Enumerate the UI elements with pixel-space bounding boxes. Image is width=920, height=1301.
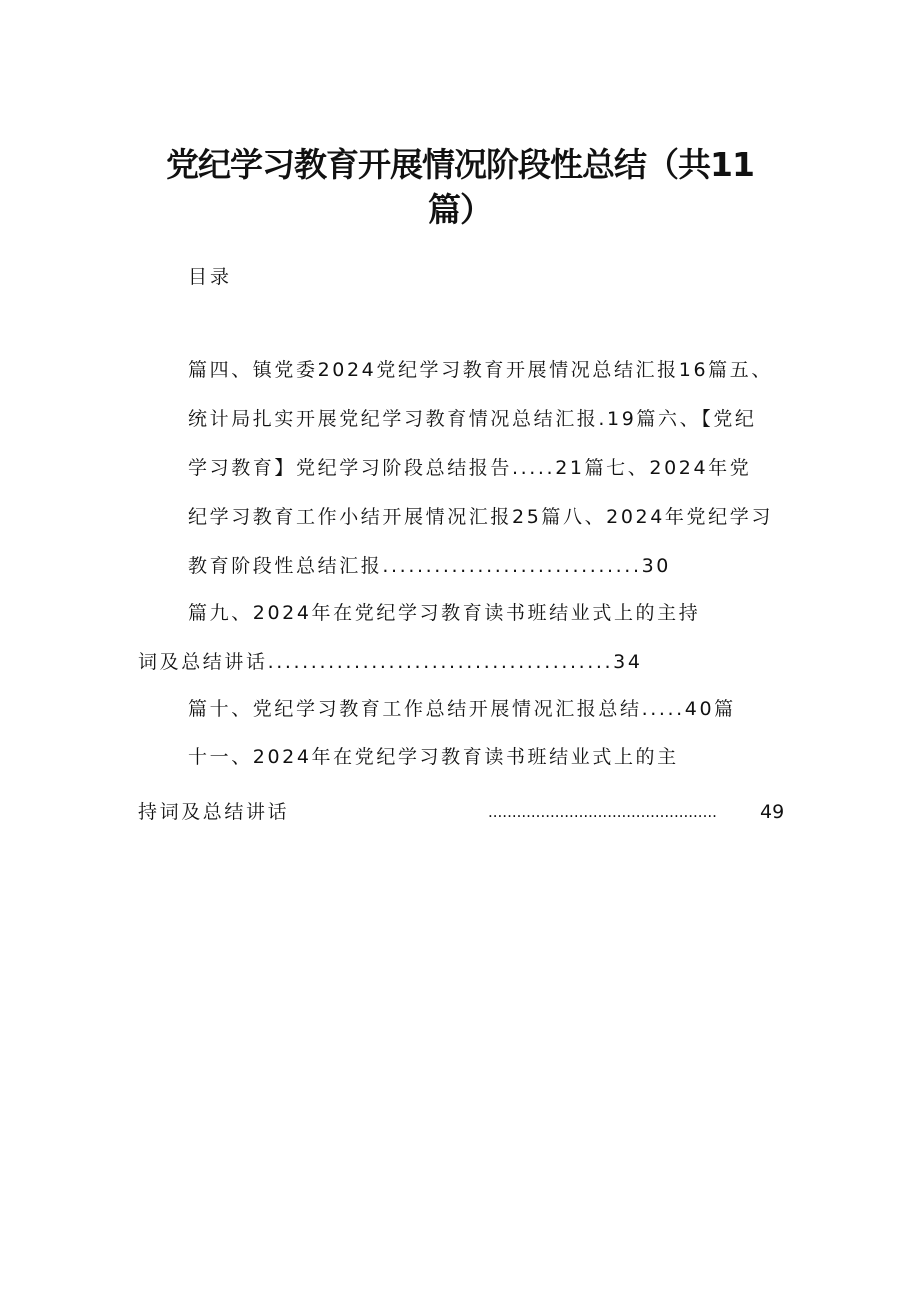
toc-line-5: 教育阶段性总结汇报..............................30 <box>188 555 671 577</box>
toc-dot-leader: ................................................ <box>488 803 717 821</box>
document-title-line-1: 党纪学习教育开展情况阶段性总结（共11 <box>166 145 754 184</box>
toc-heading: 目录 <box>188 266 233 288</box>
document-title <box>140 142 780 232</box>
toc-line-4: 纪学习教育工作小结开展情况汇报25篇八、2024年党纪学习 <box>188 506 773 528</box>
toc-line-6: 篇九、2024年在党纪学习教育读书班结业式上的主持 <box>188 602 701 624</box>
toc-line-3: 学习教育】党纪学习阶段总结报告.....21篇七、2024年党 <box>188 457 752 479</box>
toc-line-7: 词及总结讲话........................................34 <box>138 651 643 673</box>
toc-line-9: 十一、2024年在党纪学习教育读书班结业式上的主 <box>188 746 679 768</box>
toc-page-number: 49 <box>760 801 785 823</box>
toc-line-8: 篇十、党纪学习教育工作总结开展情况汇报总结.....40篇 <box>188 698 736 720</box>
toc-line-2: 统计局扎实开展党纪学习教育情况总结汇报.19篇六、【党纪 <box>188 408 757 430</box>
toc-line-1: 篇四、镇党委2024党纪学习教育开展情况总结汇报16篇五、 <box>188 359 773 381</box>
toc-line-10: 持词及总结讲话 <box>138 801 290 823</box>
document-title-line-2: 篇） <box>428 190 492 229</box>
